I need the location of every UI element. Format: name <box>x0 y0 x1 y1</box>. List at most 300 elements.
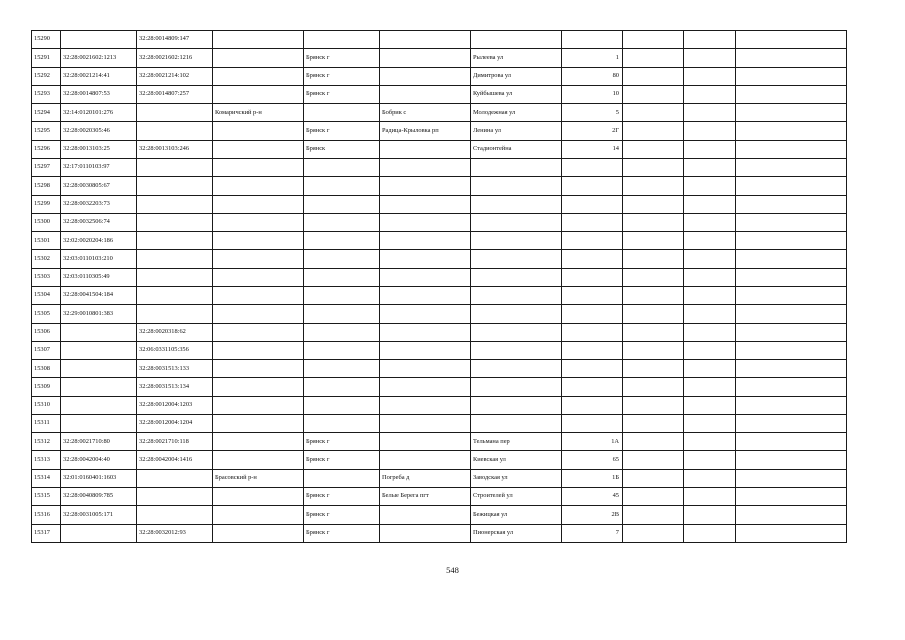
table-row <box>32 433 847 451</box>
street-cell <box>471 232 562 250</box>
house-number-cell <box>562 323 623 341</box>
cadastral-number-2-cell <box>137 488 213 506</box>
cadastral-number-2-cell <box>137 506 213 524</box>
city-cell <box>304 31 380 49</box>
district-cell <box>213 378 304 396</box>
locality-cell <box>380 140 471 158</box>
cadastral-number-cell <box>61 524 137 542</box>
table-row <box>32 360 847 378</box>
row-index-cell: 15300 <box>32 213 61 231</box>
extra-cell-3 <box>736 488 847 506</box>
extra-cell-2 <box>684 378 736 396</box>
district-cell <box>213 140 304 158</box>
street-cell <box>471 286 562 304</box>
street-cell <box>471 213 562 231</box>
extra-cell-3 <box>736 360 847 378</box>
extra-cell-3 <box>736 122 847 140</box>
table-row <box>32 67 847 85</box>
district-cell <box>213 286 304 304</box>
district-cell <box>213 323 304 341</box>
cadastral-number-2-cell: 32:28:0014807:257 <box>137 85 213 103</box>
street-cell: Стадионтейна <box>471 140 562 158</box>
house-number-cell <box>562 268 623 286</box>
extra-cell-1 <box>623 195 684 213</box>
city-cell <box>304 360 380 378</box>
row-index-cell: 15294 <box>32 104 61 122</box>
city-cell <box>304 104 380 122</box>
locality-cell: Погреба д <box>380 469 471 487</box>
register-table <box>31 30 847 543</box>
house-number-cell <box>562 250 623 268</box>
extra-cell-1 <box>623 104 684 122</box>
extra-cell-3 <box>736 341 847 359</box>
city-cell <box>304 305 380 323</box>
city-cell: Брянск г <box>304 506 380 524</box>
city-cell <box>304 378 380 396</box>
cadastral-number-2-cell: 32:28:0012004:1204 <box>137 414 213 432</box>
city-cell <box>304 268 380 286</box>
house-number-cell: 1А <box>562 433 623 451</box>
cadastral-number-2-cell: 32:28:0021602:1216 <box>137 49 213 67</box>
locality-cell <box>380 158 471 176</box>
city-cell: Брянск г <box>304 122 380 140</box>
cadastral-number-2-cell <box>137 469 213 487</box>
district-cell <box>213 506 304 524</box>
city-cell: Брянск г <box>304 49 380 67</box>
extra-cell-1 <box>623 140 684 158</box>
table-row <box>32 158 847 176</box>
extra-cell-1 <box>623 433 684 451</box>
row-index-cell: 15307 <box>32 341 61 359</box>
street-cell: Заводская ул <box>471 469 562 487</box>
cadastral-number-cell: 32:14:0120101:276 <box>61 104 137 122</box>
house-number-cell: 1Б <box>562 469 623 487</box>
cadastral-number-2-cell: 32:06:0331105:356 <box>137 341 213 359</box>
table-row <box>32 85 847 103</box>
city-cell: Брянск г <box>304 488 380 506</box>
house-number-cell <box>562 396 623 414</box>
house-number-cell <box>562 414 623 432</box>
row-index-cell: 15315 <box>32 488 61 506</box>
row-index-cell: 15306 <box>32 323 61 341</box>
house-number-cell <box>562 286 623 304</box>
cadastral-number-2-cell <box>137 305 213 323</box>
district-cell <box>213 158 304 176</box>
row-index-cell: 15305 <box>32 305 61 323</box>
city-cell: Брянск г <box>304 67 380 85</box>
district-cell <box>213 360 304 378</box>
cadastral-number-2-cell: 32:28:0031513:133 <box>137 360 213 378</box>
extra-cell-1 <box>623 213 684 231</box>
city-cell <box>304 195 380 213</box>
cadastral-number-2-cell <box>137 232 213 250</box>
house-number-cell <box>562 177 623 195</box>
extra-cell-1 <box>623 451 684 469</box>
district-cell <box>213 31 304 49</box>
extra-cell-1 <box>623 250 684 268</box>
district-cell <box>213 414 304 432</box>
district-cell <box>213 451 304 469</box>
locality-cell <box>380 286 471 304</box>
locality-cell <box>380 195 471 213</box>
cadastral-number-cell: 32:28:0042004:40 <box>61 451 137 469</box>
cadastral-number-2-cell: 32:28:0014809:147 <box>137 31 213 49</box>
cadastral-number-2-cell <box>137 104 213 122</box>
row-index-cell: 15317 <box>32 524 61 542</box>
table-row <box>32 195 847 213</box>
extra-cell-1 <box>623 488 684 506</box>
cadastral-number-cell <box>61 396 137 414</box>
locality-cell <box>380 177 471 195</box>
cadastral-number-cell: 32:28:0031005:171 <box>61 506 137 524</box>
cadastral-number-cell: 32:28:0014807:53 <box>61 85 137 103</box>
extra-cell-1 <box>623 506 684 524</box>
row-index-cell: 15304 <box>32 286 61 304</box>
row-index-cell: 15296 <box>32 140 61 158</box>
extra-cell-2 <box>684 49 736 67</box>
district-cell <box>213 177 304 195</box>
row-index-cell: 15301 <box>32 232 61 250</box>
table-row <box>32 213 847 231</box>
extra-cell-2 <box>684 414 736 432</box>
locality-cell <box>380 213 471 231</box>
street-cell <box>471 323 562 341</box>
extra-cell-2 <box>684 286 736 304</box>
cadastral-number-cell: 32:03:0110305:49 <box>61 268 137 286</box>
table-row <box>32 506 847 524</box>
table-row <box>32 469 847 487</box>
extra-cell-1 <box>623 305 684 323</box>
extra-cell-1 <box>623 341 684 359</box>
row-index-cell: 15310 <box>32 396 61 414</box>
table-row <box>32 122 847 140</box>
locality-cell <box>380 341 471 359</box>
cadastral-number-2-cell: 32:28:0021710:118 <box>137 433 213 451</box>
city-cell: Брянск <box>304 140 380 158</box>
locality-cell <box>380 414 471 432</box>
locality-cell <box>380 524 471 542</box>
cadastral-number-cell: 32:17:0110103:97 <box>61 158 137 176</box>
locality-cell: Бобрик с <box>380 104 471 122</box>
city-cell: Брянск г <box>304 85 380 103</box>
row-index-cell: 15314 <box>32 469 61 487</box>
extra-cell-3 <box>736 140 847 158</box>
district-cell <box>213 213 304 231</box>
street-cell <box>471 268 562 286</box>
locality-cell: Радица-Крыловка рп <box>380 122 471 140</box>
cadastral-number-cell: 32:28:0020305:46 <box>61 122 137 140</box>
extra-cell-1 <box>623 232 684 250</box>
street-cell <box>471 250 562 268</box>
extra-cell-3 <box>736 506 847 524</box>
extra-cell-1 <box>623 85 684 103</box>
row-index-cell: 15313 <box>32 451 61 469</box>
city-cell: Брянск г <box>304 451 380 469</box>
district-cell <box>213 488 304 506</box>
table-row <box>32 250 847 268</box>
cadastral-number-cell <box>61 341 137 359</box>
cadastral-number-2-cell <box>137 158 213 176</box>
extra-cell-2 <box>684 451 736 469</box>
row-index-cell: 15293 <box>32 85 61 103</box>
row-index-cell: 15290 <box>32 31 61 49</box>
cadastral-number-2-cell <box>137 177 213 195</box>
district-cell <box>213 232 304 250</box>
cadastral-number-cell: 32:28:0041504:184 <box>61 286 137 304</box>
extra-cell-1 <box>623 524 684 542</box>
house-number-cell <box>562 195 623 213</box>
extra-cell-2 <box>684 104 736 122</box>
house-number-cell <box>562 378 623 396</box>
house-number-cell: 14 <box>562 140 623 158</box>
cadastral-number-2-cell: 32:28:0021214:102 <box>137 67 213 85</box>
extra-cell-2 <box>684 323 736 341</box>
cadastral-number-cell: 32:28:0021602:1213 <box>61 49 137 67</box>
table-row <box>32 414 847 432</box>
extra-cell-2 <box>684 524 736 542</box>
city-cell <box>304 213 380 231</box>
cadastral-number-cell: 32:28:0032506:74 <box>61 213 137 231</box>
city-cell <box>304 469 380 487</box>
street-cell: Димитрова ул <box>471 67 562 85</box>
locality-cell <box>380 433 471 451</box>
extra-cell-2 <box>684 195 736 213</box>
extra-cell-2 <box>684 177 736 195</box>
extra-cell-2 <box>684 396 736 414</box>
table-row <box>32 140 847 158</box>
extra-cell-2 <box>684 433 736 451</box>
extra-cell-2 <box>684 250 736 268</box>
table-row <box>32 378 847 396</box>
table-row <box>32 396 847 414</box>
house-number-cell <box>562 232 623 250</box>
row-index-cell: 15303 <box>32 268 61 286</box>
extra-cell-3 <box>736 524 847 542</box>
house-number-cell <box>562 31 623 49</box>
district-cell <box>213 122 304 140</box>
district-cell: Комаричский р-н <box>213 104 304 122</box>
locality-cell <box>380 451 471 469</box>
row-index-cell: 15297 <box>32 158 61 176</box>
house-number-cell: 80 <box>562 67 623 85</box>
city-cell <box>304 158 380 176</box>
street-cell: Ленина ул <box>471 122 562 140</box>
house-number-cell: 5 <box>562 104 623 122</box>
street-cell: Молодежная ул <box>471 104 562 122</box>
extra-cell-3 <box>736 305 847 323</box>
row-index-cell: 15308 <box>32 360 61 378</box>
table-row <box>32 305 847 323</box>
cadastral-number-2-cell: 32:28:0012004:1203 <box>137 396 213 414</box>
cadastral-number-cell: 32:03:0110103:210 <box>61 250 137 268</box>
extra-cell-3 <box>736 177 847 195</box>
cadastral-number-cell: 32:28:0013103:25 <box>61 140 137 158</box>
district-cell <box>213 396 304 414</box>
extra-cell-2 <box>684 140 736 158</box>
extra-cell-3 <box>736 396 847 414</box>
extra-cell-2 <box>684 305 736 323</box>
city-cell: Брянск г <box>304 433 380 451</box>
cadastral-number-2-cell: 32:28:0032012:93 <box>137 524 213 542</box>
cadastral-number-cell <box>61 323 137 341</box>
extra-cell-3 <box>736 433 847 451</box>
extra-cell-2 <box>684 488 736 506</box>
table-row <box>32 268 847 286</box>
extra-cell-1 <box>623 122 684 140</box>
cadastral-number-2-cell <box>137 195 213 213</box>
locality-cell <box>380 67 471 85</box>
street-cell <box>471 360 562 378</box>
street-cell <box>471 305 562 323</box>
locality-cell <box>380 506 471 524</box>
table-row <box>32 177 847 195</box>
row-index-cell: 15299 <box>32 195 61 213</box>
district-cell <box>213 250 304 268</box>
cadastral-number-2-cell: 32:28:0031513:134 <box>137 378 213 396</box>
extra-cell-2 <box>684 67 736 85</box>
extra-cell-1 <box>623 414 684 432</box>
district-cell <box>213 195 304 213</box>
page-number: 548 <box>446 565 459 575</box>
house-number-cell: 2В <box>562 506 623 524</box>
cadastral-number-cell <box>61 360 137 378</box>
street-cell: Бежицкая ул <box>471 506 562 524</box>
extra-cell-2 <box>684 232 736 250</box>
extra-cell-2 <box>684 506 736 524</box>
table-body <box>32 31 847 543</box>
extra-cell-3 <box>736 104 847 122</box>
house-number-cell: 2Г <box>562 122 623 140</box>
table-row <box>32 286 847 304</box>
street-cell <box>471 341 562 359</box>
extra-cell-2 <box>684 360 736 378</box>
house-number-cell: 10 <box>562 85 623 103</box>
locality-cell <box>380 31 471 49</box>
extra-cell-2 <box>684 213 736 231</box>
extra-cell-3 <box>736 213 847 231</box>
extra-cell-1 <box>623 158 684 176</box>
extra-cell-3 <box>736 85 847 103</box>
locality-cell <box>380 250 471 268</box>
house-number-cell <box>562 158 623 176</box>
district-cell <box>213 85 304 103</box>
locality-cell: Белые Берега пгт <box>380 488 471 506</box>
extra-cell-3 <box>736 414 847 432</box>
extra-cell-3 <box>736 250 847 268</box>
locality-cell <box>380 323 471 341</box>
locality-cell <box>380 85 471 103</box>
city-cell <box>304 286 380 304</box>
table-row <box>32 104 847 122</box>
cadastral-number-2-cell: 32:28:0042004:1416 <box>137 451 213 469</box>
extra-cell-3 <box>736 286 847 304</box>
street-cell: Пионерская ул <box>471 524 562 542</box>
extra-cell-1 <box>623 360 684 378</box>
extra-cell-3 <box>736 378 847 396</box>
house-number-cell <box>562 360 623 378</box>
district-cell: Брасовский р-н <box>213 469 304 487</box>
extra-cell-3 <box>736 67 847 85</box>
locality-cell <box>380 360 471 378</box>
extra-cell-2 <box>684 158 736 176</box>
extra-cell-1 <box>623 177 684 195</box>
district-cell <box>213 524 304 542</box>
city-cell <box>304 323 380 341</box>
city-cell <box>304 177 380 195</box>
extra-cell-1 <box>623 323 684 341</box>
street-cell <box>471 195 562 213</box>
cadastral-number-cell: 32:28:0021214:41 <box>61 67 137 85</box>
cadastral-number-cell: 32:01:0160401:1603 <box>61 469 137 487</box>
extra-cell-1 <box>623 268 684 286</box>
house-number-cell: 1 <box>562 49 623 67</box>
row-index-cell: 15311 <box>32 414 61 432</box>
extra-cell-1 <box>623 49 684 67</box>
street-cell: Рылеева ул <box>471 49 562 67</box>
row-index-cell: 15291 <box>32 49 61 67</box>
locality-cell <box>380 305 471 323</box>
extra-cell-1 <box>623 286 684 304</box>
cadastral-number-2-cell: 32:28:0013103:246 <box>137 140 213 158</box>
street-cell <box>471 158 562 176</box>
district-cell <box>213 341 304 359</box>
extra-cell-3 <box>736 158 847 176</box>
row-index-cell: 15309 <box>32 378 61 396</box>
extra-cell-3 <box>736 31 847 49</box>
cadastral-number-cell: 32:28:0032203:73 <box>61 195 137 213</box>
table-row <box>32 451 847 469</box>
extra-cell-3 <box>736 49 847 67</box>
locality-cell <box>380 232 471 250</box>
street-cell: Куйбышева ул <box>471 85 562 103</box>
house-number-cell <box>562 305 623 323</box>
house-number-cell: 45 <box>562 488 623 506</box>
row-index-cell: 15316 <box>32 506 61 524</box>
cadastral-number-2-cell <box>137 286 213 304</box>
row-index-cell: 15292 <box>32 67 61 85</box>
city-cell <box>304 232 380 250</box>
cadastral-number-cell: 32:28:0030805:67 <box>61 177 137 195</box>
table-row <box>32 49 847 67</box>
city-cell <box>304 414 380 432</box>
cadastral-number-2-cell <box>137 213 213 231</box>
extra-cell-2 <box>684 122 736 140</box>
city-cell: Брянск г <box>304 524 380 542</box>
row-index-cell: 15312 <box>32 433 61 451</box>
street-cell: Тельмана пер <box>471 433 562 451</box>
table-row <box>32 323 847 341</box>
extra-cell-2 <box>684 85 736 103</box>
locality-cell <box>380 396 471 414</box>
extra-cell-3 <box>736 469 847 487</box>
house-number-cell <box>562 213 623 231</box>
street-cell <box>471 396 562 414</box>
cadastral-number-cell: 32:29:0010801:383 <box>61 305 137 323</box>
table-row <box>32 341 847 359</box>
extra-cell-2 <box>684 341 736 359</box>
extra-cell-1 <box>623 396 684 414</box>
house-number-cell <box>562 341 623 359</box>
cadastral-number-2-cell: 32:28:0020318:62 <box>137 323 213 341</box>
table-row <box>32 232 847 250</box>
cadastral-number-cell <box>61 31 137 49</box>
extra-cell-1 <box>623 469 684 487</box>
cadastral-number-cell <box>61 414 137 432</box>
table-row <box>32 488 847 506</box>
extra-cell-2 <box>684 31 736 49</box>
cadastral-number-cell: 32:28:0021710:80 <box>61 433 137 451</box>
row-index-cell: 15295 <box>32 122 61 140</box>
